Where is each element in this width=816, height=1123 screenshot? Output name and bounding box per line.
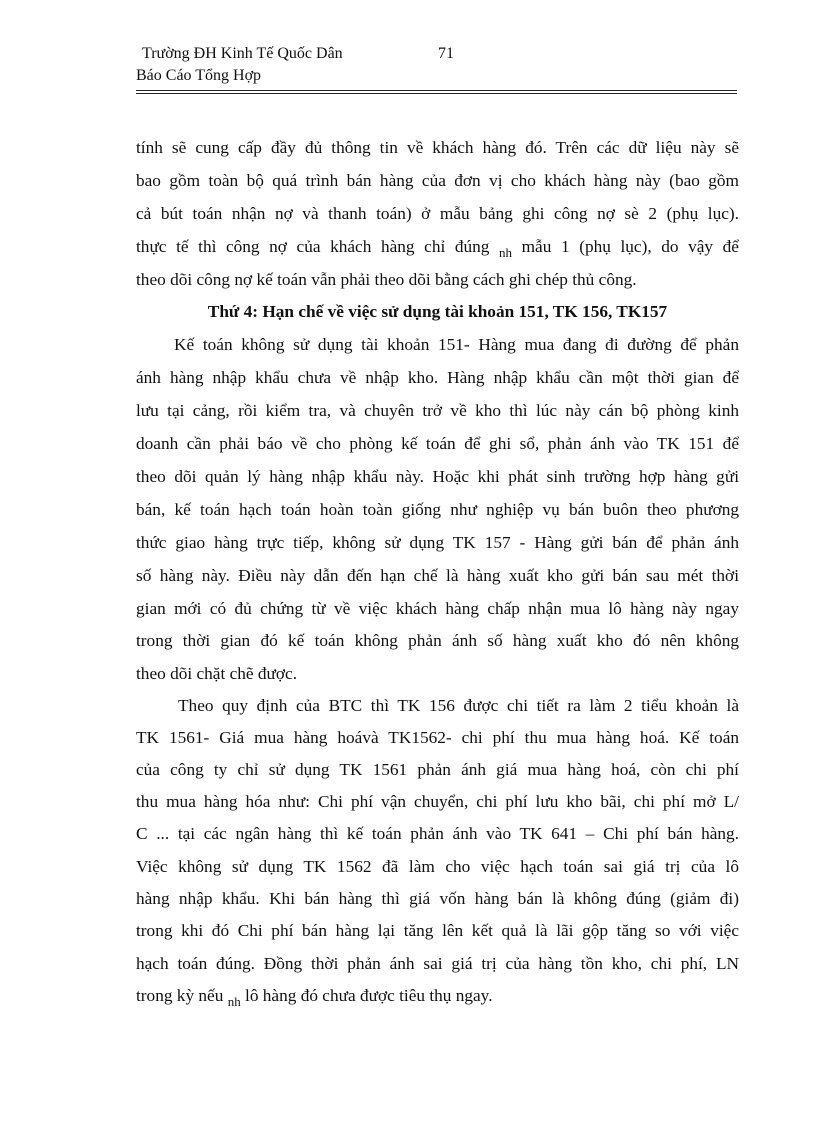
text-line: TK 1561- Giá mua hàng hoávà TK1562- chi phí thu mua hàng hoá. Kế toán — [136, 728, 739, 747]
text-line: doanh cần phải báo về cho phòng kế toán để ghi sổ, phản ánh vào TK 151 để — [136, 434, 739, 453]
text-line: ánh hàng nhập khẩu chưa về nhập kho. Hàng nhập khẩu cần một thời gian để — [136, 368, 739, 387]
text-line: thu mua hàng hóa như: Chi phí vận chuyển, chi phí lưu kho bãi, chi phí mở L/ — [136, 792, 739, 811]
text-line: theo dõi công nợ kế toán vẫn phải theo dõi bằng cách ghi chép thủ công. — [136, 270, 637, 289]
header-rule-bottom — [136, 93, 737, 94]
text-line: trong khi đó Chi phí bán hàng lại tăng lên kết quả là lãi gộp tăng so với việc — [136, 921, 739, 940]
text-line: hạch toán đúng. Đồng thời phản ánh sai giá trị của hàng tồn kho, chi phí, LN — [136, 954, 739, 973]
text-span: lô hàng đó chưa được tiêu thụ ngay. — [245, 986, 493, 1005]
header-report-title: Báo Cáo Tổng Hợp — [136, 67, 262, 84]
text-line: cả bút toán nhận nợ và thanh toán) ở mẫu bảng ghi công nợ sè 2 (phụ lục). — [136, 204, 739, 223]
text-line: theo dõi chặt chẽ được. — [136, 664, 298, 683]
text-line: bán, kế toán hạch toán hoàn toàn giống như nghiệp vụ bán buôn theo phương — [136, 500, 739, 519]
text-line: hàng nhập khẩu. Khi bán hàng thì giá vốn hàng bán là không đúng (giảm đi) — [136, 889, 739, 908]
text-line: tính sẽ cung cấp đầy đủ thông tin về khách hàng đó. Trên các dữ liệu này sẽ — [136, 138, 739, 157]
text-span: trong kỳ nếu — [136, 986, 224, 1005]
text-line: Việc không sử dụng TK 1562 đã làm cho việc hạch toán sai giá trị của lô — [136, 857, 739, 876]
text-line — [136, 235, 739, 259]
text-span: mẫu 1 (phụ lục), do vậy để — [521, 237, 739, 256]
text-span: thực tế thì công nợ của khách hàng chỉ đúng — [136, 237, 490, 256]
header-rule-top — [136, 90, 737, 91]
text-line: số hàng này. Điều này dẫn đến hạn chế là hàng xuất kho gửi bán sau mét thời — [136, 566, 739, 585]
text-line: của công ty chỉ sử dụng TK 1561 phản ánh giá mua hàng hoá, còn chi phí — [136, 760, 739, 779]
text-line: bao gồm toàn bộ quá trình bán hàng của đơn vị cho khách hàng này (bao gồm — [136, 171, 739, 190]
text-line: lưu tại cảng, rồi kiểm tra, và chuyên trở về kho thì lúc này cán bộ phòng kinh — [136, 401, 739, 420]
text-line: Theo quy định của BTC thì TK 156 được chi tiết ra làm 2 tiểu khoản là — [178, 696, 739, 715]
header-school-name: Trường ĐH Kinh Tế Quốc Dân — [142, 45, 343, 62]
section-heading: Thứ 4: Hạn chế về việc sử dụng tài khoản 151, TK 156, TK157 — [207, 302, 668, 321]
text-line: thức giao hàng trực tiếp, không sử dụng TK 157 - Hàng gửi bán để phản ánh — [136, 533, 739, 552]
page-number: 71 — [438, 45, 454, 62]
subscript-mark: nh — [227, 994, 241, 1009]
text-line: theo dõi quản lý hàng nhập khẩu này. Hoặc khi phát sinh trường hợp hàng gửi — [136, 467, 739, 486]
text-line — [136, 984, 739, 1008]
subscript-mark: nh — [499, 245, 513, 260]
text-line: Kế toán không sử dụng tài khoản 151- Hàng mua đang đi đường để phản — [174, 335, 739, 354]
text-line: trong thời gian đó kế toán không phản ánh số hàng xuất kho đó nên không — [136, 631, 739, 650]
text-line: C ... tại các ngân hàng thì kế toán phản ánh vào TK 641 – Chi phí bán hàng. — [136, 824, 739, 843]
page-header — [0, 0, 816, 100]
text-line: gian mới có đủ chứng từ về việc khách hàng chấp nhận mua lô hàng này ngay — [136, 599, 739, 618]
